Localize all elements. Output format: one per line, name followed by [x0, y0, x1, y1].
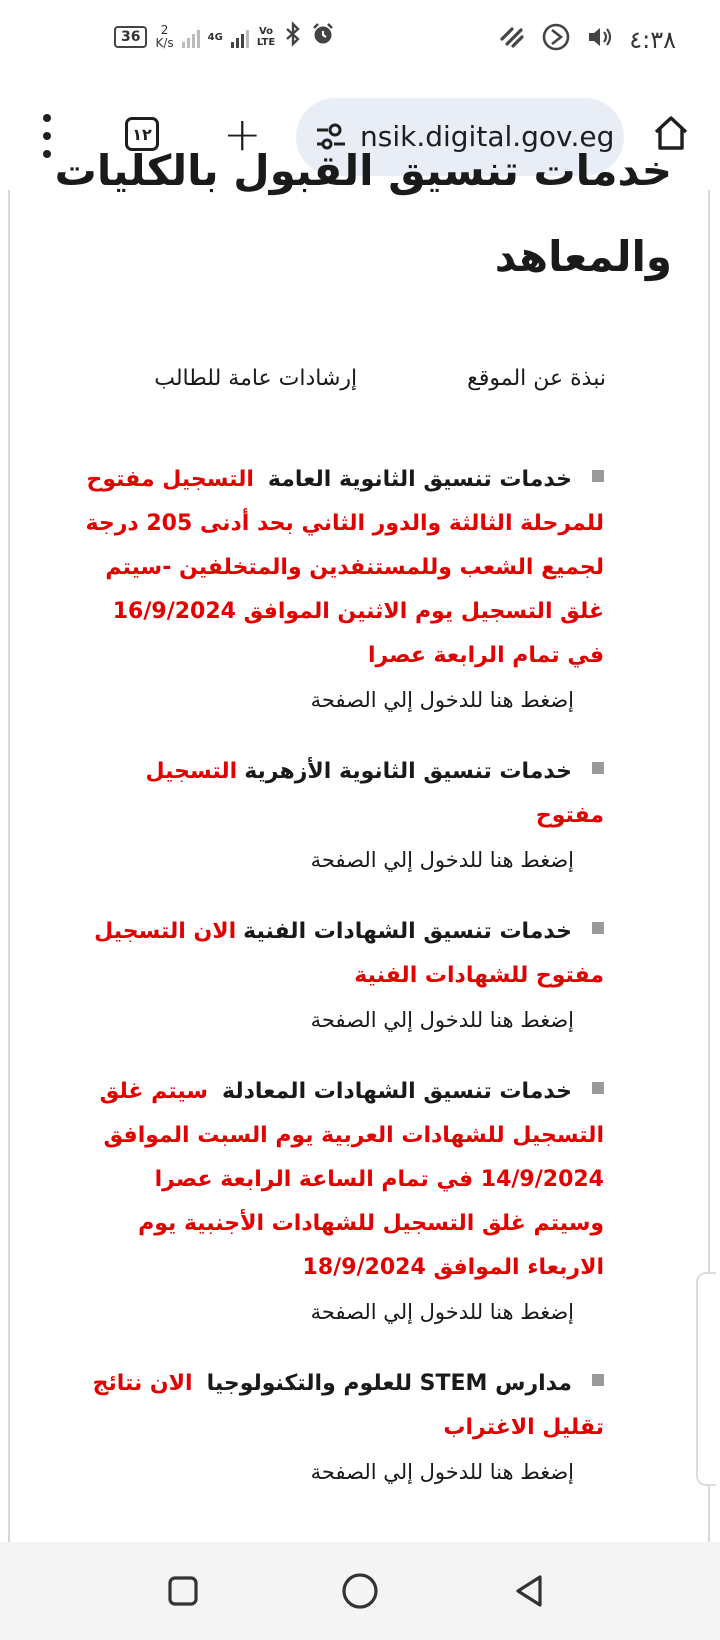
bullet-square-icon: [592, 470, 604, 482]
bullet-square-icon: [592, 1082, 604, 1094]
service-enter-link[interactable]: إضغط هنا للدخول إلي الصفحة: [310, 1008, 574, 1032]
bullet-square-icon: [592, 1374, 604, 1386]
system-nav-bar: [0, 1542, 720, 1640]
services-list: [84, 458, 604, 1492]
service-status: التسجيل مفتوح: [145, 759, 604, 828]
service-status: الان التسجيل مفتوح للشهادات الفنية: [94, 919, 604, 988]
sim-badge: 36: [114, 26, 147, 48]
volte-top: Vo: [258, 26, 274, 37]
bullet-square-icon: [592, 762, 604, 774]
service-name: خدمات تنسيق الشهادات الفنية: [243, 919, 572, 944]
service-item-technical: [84, 910, 604, 1040]
bluetooth-icon: [283, 22, 303, 52]
service-item-equivalent: [84, 1070, 604, 1332]
network-speed: [155, 24, 173, 50]
service-enter-link[interactable]: إضغط هنا للدخول إلي الصفحة: [310, 1460, 574, 1484]
back-triangle-icon[interactable]: [507, 1568, 553, 1614]
volte-label: [257, 26, 275, 48]
service-description: [84, 1362, 604, 1450]
service-name: مدارس STEM للعلوم والتكنولوجيا: [206, 1371, 572, 1396]
signal-bars-icon: [182, 26, 200, 48]
status-left-icons: [114, 22, 335, 52]
service-status: سيتم غلق التسجيل للشهادات العربية يوم السبت الموافق 14/9/2024 في تمام الساعة الرابعة عصرا وسيتم غلق التسجيل للشهادات الأجنبية يوم الاربعاء الموافق 18/9/2024: [99, 1079, 604, 1280]
clock-time: ٤:٣٨: [629, 26, 676, 54]
service-name: خدمات تنسيق الثانوية الأزهرية: [244, 759, 572, 784]
service-description: [84, 750, 604, 838]
service-name: خدمات تنسيق الشهادات المعادلة: [221, 1079, 572, 1104]
network-speed-value: 2: [160, 23, 169, 37]
service-name: خدمات تنسيق الثانوية العامة: [267, 467, 572, 492]
service-status: التسجيل مفتوح للمرحلة الثالثة والدور الثاني بحد أدنى 205 درجة لجميع الشعب وللمستنفدين والمتخلفين -سيتم غلق التسجيل يوم الاثنين الموافق 16/9/2024 في تمام الرابعة عصرا: [85, 467, 604, 668]
status-bar: [0, 0, 720, 80]
service-item-azhar: [84, 750, 604, 880]
new-tab-plus-icon[interactable]: +: [223, 107, 262, 161]
service-item-stem: [84, 1362, 604, 1492]
service-status: الان نتائج تقليل الاغتراب: [92, 1371, 604, 1440]
service-enter-link[interactable]: إضغط هنا للدخول إلي الصفحة: [310, 848, 574, 872]
service-description: [84, 458, 604, 678]
data-saver-icon: [499, 25, 525, 55]
service-enter-link[interactable]: إضغط هنا للدخول إلي الصفحة: [310, 1300, 574, 1324]
network-speed-unit: K/s: [155, 36, 174, 50]
network-type: [208, 32, 223, 43]
service-enter-link[interactable]: إضغط هنا للدخول إلي الصفحة: [310, 688, 574, 712]
service-item-general-secondary: [84, 458, 604, 720]
volte-bottom: LTE: [256, 37, 276, 48]
network-4g-label: 4G: [207, 31, 223, 43]
nav-link-guidelines[interactable]: إرشادات عامة للطالب: [154, 366, 358, 391]
service-description: [84, 1070, 604, 1290]
page-nav: [154, 366, 606, 391]
web-content[interactable]: [8, 146, 710, 1542]
tab-count: ١٢: [132, 124, 152, 144]
nav-link-about[interactable]: نبذة عن الموقع: [467, 366, 606, 391]
page-title: خدمات تنسيق القبول بالكليات والمعاهد: [54, 146, 672, 281]
signal-bars-2-icon: [231, 26, 249, 48]
volume-icon: [587, 25, 613, 55]
bullet-square-icon: [592, 922, 604, 934]
recents-square-icon[interactable]: [160, 1568, 206, 1614]
screen-cast-icon: [541, 22, 571, 58]
status-right-icons: [499, 22, 676, 58]
url-text[interactable]: nsik.digital.gov.eg: [360, 120, 615, 153]
alarm-icon: [311, 22, 335, 52]
service-description: [84, 910, 604, 998]
home-circle-icon[interactable]: [337, 1568, 383, 1614]
scroll-handle[interactable]: [696, 1272, 716, 1486]
